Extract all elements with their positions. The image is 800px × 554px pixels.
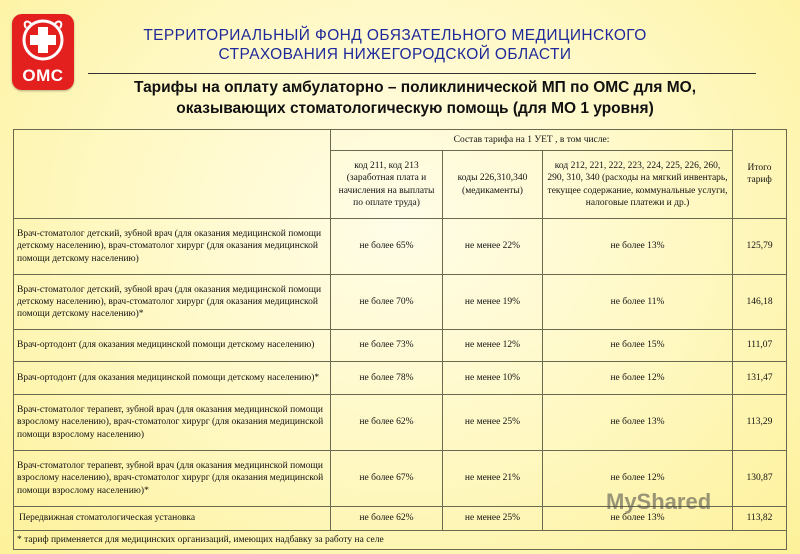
tariff-table — [13, 129, 787, 550]
logo-text: ОМС — [22, 66, 64, 85]
salary-share: не более 62% — [331, 507, 443, 531]
total-tariff: 111,07 — [733, 330, 787, 362]
medication-share: не менее 25% — [443, 507, 543, 531]
other-share: не более 13% — [543, 507, 733, 531]
salary-share: не более 67% — [331, 451, 443, 507]
salary-share: не более 70% — [331, 275, 443, 330]
other-share: не более 13% — [543, 219, 733, 275]
table-row — [14, 395, 787, 451]
row-name: Врач-ортодонт (для оказания медицинской помощи детскому населению)* — [14, 362, 331, 395]
medication-share: не менее 21% — [443, 451, 543, 507]
organization-title — [95, 26, 695, 64]
row-name: Врач-стоматолог детский, зубной врач (для оказания медицинской помощи детскому населению), врач-стоматолог хирург (для оказания медицинской помощи детскому населению) — [14, 219, 331, 275]
salary-share: не более 73% — [331, 330, 443, 362]
medication-share: не менее 10% — [443, 362, 543, 395]
total-tariff: 131,47 — [733, 362, 787, 395]
doc-title-line1: Тарифы на оплату амбулаторно – поликлинической МП по ОМС для МО, — [133, 79, 696, 96]
other-share: не более 15% — [543, 330, 733, 362]
header-empty-cell — [14, 130, 331, 219]
total-tariff: 146,18 — [733, 275, 787, 330]
medication-share: не менее 12% — [443, 330, 543, 362]
medical-cross-icon — [18, 18, 68, 64]
other-share: не более 11% — [543, 275, 733, 330]
salary-share: не более 78% — [331, 362, 443, 395]
other-expenses-column-header: код 212, 221, 222, 223, 224, 225, 226, 260, 290, 310, 340 (расходы на мягкий инвентарь, текущее содержание, коммунальные услуги, налоговые платежи и др.) — [543, 151, 733, 219]
title-divider — [88, 73, 756, 74]
other-share: не более 12% — [543, 451, 733, 507]
row-name: Врач-ортодонт (для оказания медицинской помощи детскому населению) — [14, 330, 331, 362]
medication-share: не менее 19% — [443, 275, 543, 330]
row-name: Передвижная стоматологическая установка — [14, 507, 331, 531]
salary-share: не более 62% — [331, 395, 443, 451]
total-tariff: 113,82 — [733, 507, 787, 531]
salary-share: не более 65% — [331, 219, 443, 275]
medication-share: не менее 22% — [443, 219, 543, 275]
salary-column-header: код 211, код 213 (заработная плата и начисления на выплаты по оплате труда) — [331, 151, 443, 219]
org-title-line1: ТЕРРИТОРИАЛЬНЫЙ ФОНД ОБЯЗАТЕЛЬНОГО МЕДИЦИНСКОГО — [143, 27, 647, 44]
tariff-composition-header: Состав тарифа на 1 УЕТ , в том числе: — [331, 130, 733, 151]
total-tariff-header: Итого тариф — [733, 130, 787, 219]
footnote: * тариф применяется для медицинских организаций, имеющих надбавку за работу на селе — [14, 531, 787, 550]
document-title — [90, 77, 740, 119]
table-row — [14, 219, 787, 275]
org-title-line2: СТРАХОВАНИЯ НИЖЕГОРОДСКОЙ ОБЛАСТИ — [218, 46, 572, 63]
table-row — [14, 362, 787, 395]
total-tariff: 125,79 — [733, 219, 787, 275]
other-share: не более 12% — [543, 362, 733, 395]
footnote-row — [14, 531, 787, 550]
total-tariff: 130,87 — [733, 451, 787, 507]
row-name: Врач-стоматолог детский, зубной врач (для оказания медицинской помощи детскому населению), врач-стоматолог хирург (для оказания медицинской помощи детскому населению)* — [14, 275, 331, 330]
total-tariff: 113,29 — [733, 395, 787, 451]
row-name: Врач-стоматолог терапевт, зубной врач (для оказания медицинской помощи взрослому населению), врач-стоматолог хирург (для оказания медицинской помощи взрослому населению)* — [14, 451, 331, 507]
watermark: MyShared — [606, 489, 712, 514]
oms-logo — [12, 14, 74, 90]
table-row — [14, 275, 787, 330]
doc-title-line2: оказывающих стоматологическую помощь (для МО 1 уровня) — [176, 100, 654, 117]
row-name: Врач-стоматолог терапевт, зубной врач (для оказания медицинской помощи взрослому населению), врач-стоматолог хирург (для оказания медицинской помощи взрослому населению) — [14, 395, 331, 451]
other-share: не более 13% — [543, 395, 733, 451]
medication-share: не менее 25% — [443, 395, 543, 451]
table-row — [14, 330, 787, 362]
medication-column-header: коды 226,310,340 (медикаменты) — [443, 151, 543, 219]
